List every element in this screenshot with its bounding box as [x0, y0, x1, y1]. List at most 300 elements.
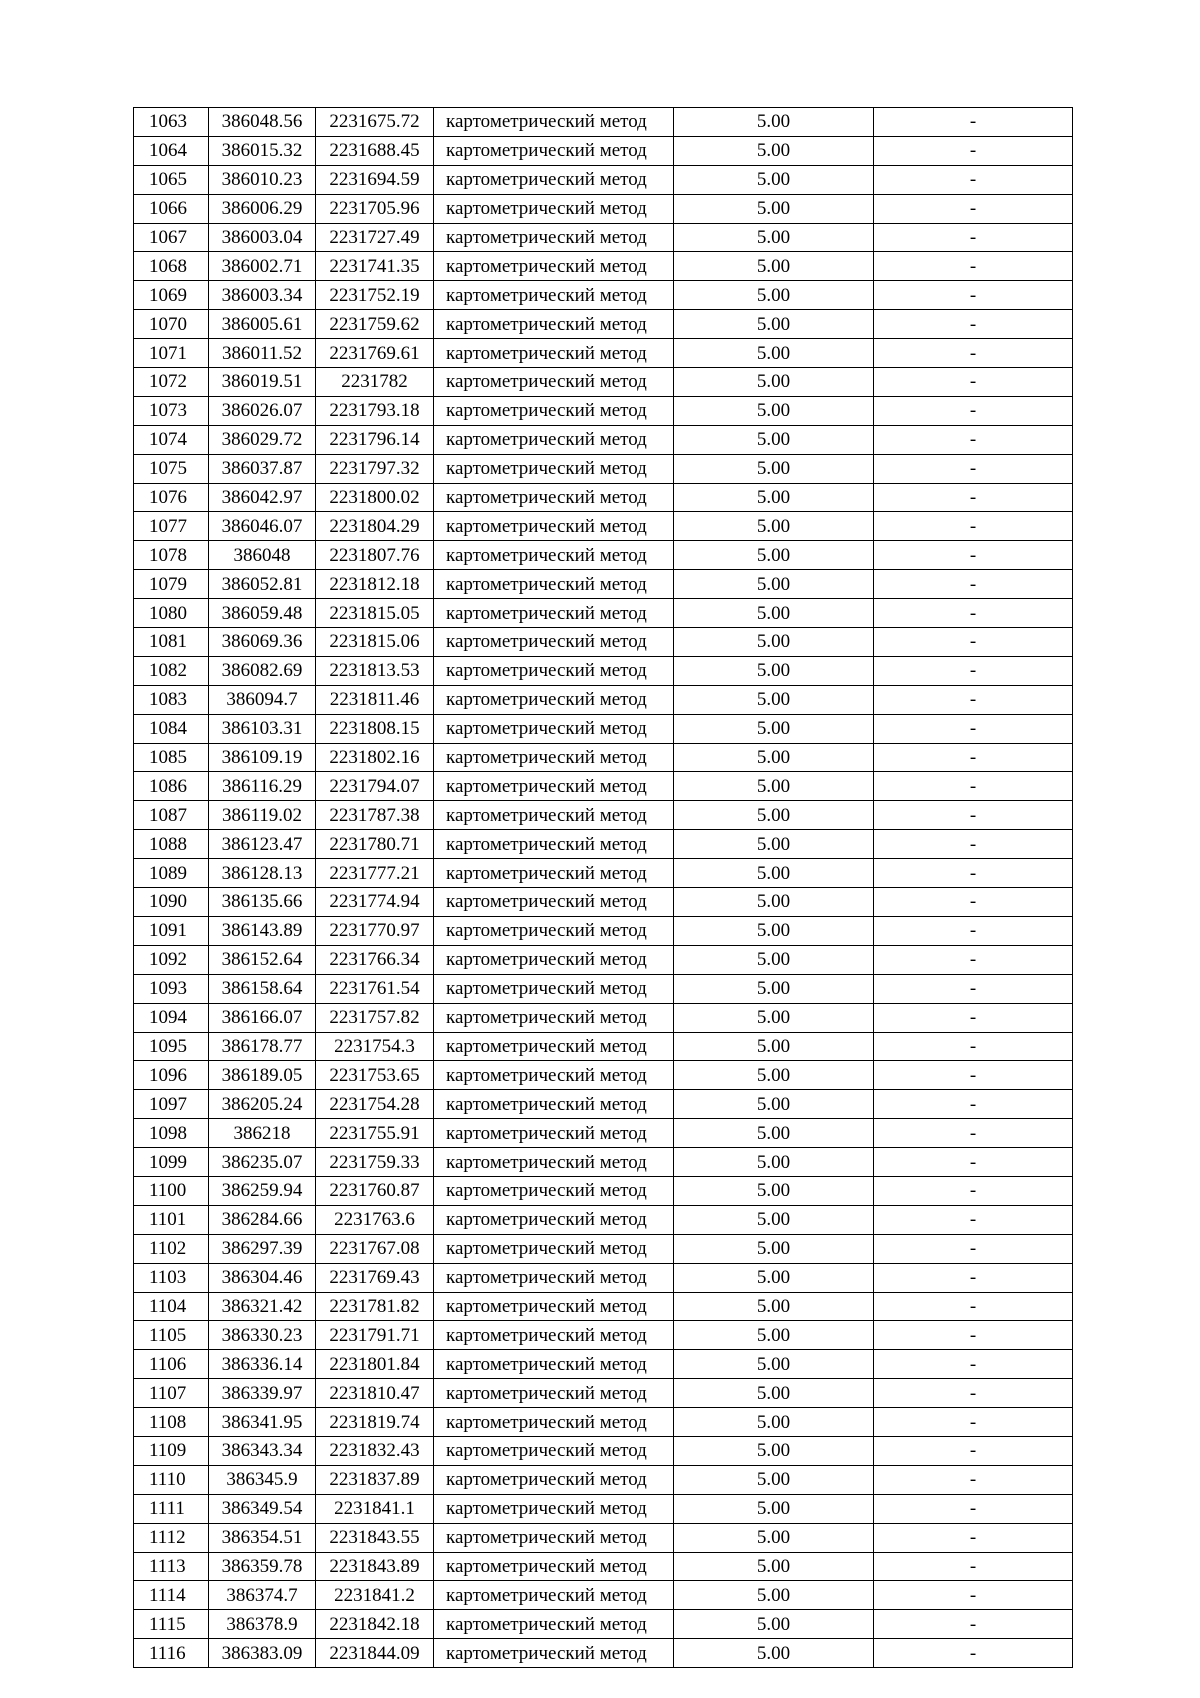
cell-method: картометрический метод [434, 454, 674, 483]
cell-point-number: 1068 [134, 252, 209, 281]
table-row [134, 1061, 1073, 1090]
cell-accuracy: 5.00 [674, 339, 874, 368]
cell-method: картометрический метод [434, 1205, 674, 1234]
cell-coord-y: 2231760.87 [316, 1176, 434, 1205]
table-row [134, 310, 1073, 339]
cell-method: картометрический метод [434, 1581, 674, 1610]
table-row [134, 1494, 1073, 1523]
cell-point-number: 1108 [134, 1408, 209, 1437]
cell-note: - [874, 339, 1073, 368]
cell-coord-y: 2231727.49 [316, 223, 434, 252]
cell-method: картометрический метод [434, 859, 674, 888]
cell-accuracy: 5.00 [674, 396, 874, 425]
table-row [134, 974, 1073, 1003]
cell-method: картометрический метод [434, 570, 674, 599]
table-row [134, 454, 1073, 483]
cell-accuracy: 5.00 [674, 165, 874, 194]
table-row [134, 1148, 1073, 1177]
cell-coord-y: 2231810.47 [316, 1379, 434, 1408]
cell-note: - [874, 1581, 1073, 1610]
cell-coord-y: 2231804.29 [316, 512, 434, 541]
cell-coord-y: 2231759.33 [316, 1148, 434, 1177]
cell-method: картометрический метод [434, 425, 674, 454]
cell-method: картометрический метод [434, 223, 674, 252]
table-row [134, 1263, 1073, 1292]
cell-point-number: 1093 [134, 974, 209, 1003]
cell-coord-x: 386378.9 [209, 1610, 316, 1639]
cell-accuracy: 5.00 [674, 1292, 874, 1321]
cell-method: картометрический метод [434, 1234, 674, 1263]
table-row [134, 512, 1073, 541]
cell-point-number: 1101 [134, 1205, 209, 1234]
table-row [134, 1581, 1073, 1610]
cell-coord-x: 386059.48 [209, 599, 316, 628]
cell-note: - [874, 1176, 1073, 1205]
cell-note: - [874, 1003, 1073, 1032]
cell-point-number: 1076 [134, 483, 209, 512]
table-row [134, 1032, 1073, 1061]
cell-coord-x: 386048 [209, 541, 316, 570]
cell-accuracy: 5.00 [674, 1205, 874, 1234]
cell-method: картометрический метод [434, 252, 674, 281]
cell-coord-x: 386152.64 [209, 945, 316, 974]
cell-coord-y: 2231752.19 [316, 281, 434, 310]
cell-coord-x: 386003.04 [209, 223, 316, 252]
cell-accuracy: 5.00 [674, 281, 874, 310]
cell-point-number: 1085 [134, 743, 209, 772]
cell-coord-x: 386284.66 [209, 1205, 316, 1234]
cell-coord-y: 2231757.82 [316, 1003, 434, 1032]
cell-note: - [874, 1494, 1073, 1523]
cell-point-number: 1075 [134, 454, 209, 483]
cell-method: картометрический метод [434, 1465, 674, 1494]
cell-note: - [874, 1263, 1073, 1292]
table-row [134, 945, 1073, 974]
cell-point-number: 1107 [134, 1379, 209, 1408]
table-row [134, 1292, 1073, 1321]
table-row [134, 1176, 1073, 1205]
cell-coord-x: 386359.78 [209, 1552, 316, 1581]
cell-note: - [874, 1408, 1073, 1437]
cell-coord-y: 2231791.71 [316, 1321, 434, 1350]
cell-accuracy: 5.00 [674, 541, 874, 570]
cell-note: - [874, 1090, 1073, 1119]
cell-coord-x: 386005.61 [209, 310, 316, 339]
cell-coord-x: 386345.9 [209, 1465, 316, 1494]
cell-method: картометрический метод [434, 310, 674, 339]
cell-coord-y: 2231761.54 [316, 974, 434, 1003]
cell-note: - [874, 1205, 1073, 1234]
cell-point-number: 1084 [134, 714, 209, 743]
cell-point-number: 1066 [134, 194, 209, 223]
cell-note: - [874, 974, 1073, 1003]
cell-coord-x: 386003.34 [209, 281, 316, 310]
cell-coord-x: 386178.77 [209, 1032, 316, 1061]
cell-coord-y: 2231705.96 [316, 194, 434, 223]
cell-method: картометрический метод [434, 656, 674, 685]
cell-point-number: 1103 [134, 1263, 209, 1292]
table-row [134, 1003, 1073, 1032]
cell-note: - [874, 541, 1073, 570]
cell-coord-y: 2231842.18 [316, 1610, 434, 1639]
cell-method: картометрический метод [434, 1263, 674, 1292]
cell-note: - [874, 1321, 1073, 1350]
cell-method: картометрический метод [434, 801, 674, 830]
cell-coord-x: 386082.69 [209, 656, 316, 685]
cell-accuracy: 5.00 [674, 1523, 874, 1552]
table-row [134, 136, 1073, 165]
cell-note: - [874, 1465, 1073, 1494]
cell-accuracy: 5.00 [674, 945, 874, 974]
cell-accuracy: 5.00 [674, 425, 874, 454]
cell-coord-x: 386354.51 [209, 1523, 316, 1552]
cell-coord-x: 386042.97 [209, 483, 316, 512]
cell-accuracy: 5.00 [674, 801, 874, 830]
cell-accuracy: 5.00 [674, 1032, 874, 1061]
cell-coord-y: 2231832.43 [316, 1436, 434, 1465]
cell-point-number: 1096 [134, 1061, 209, 1090]
table-row [134, 599, 1073, 628]
cell-coord-x: 386383.09 [209, 1639, 316, 1668]
cell-note: - [874, 916, 1073, 945]
table-row [134, 714, 1073, 743]
cell-point-number: 1102 [134, 1234, 209, 1263]
cell-coord-x: 386002.71 [209, 252, 316, 281]
table-row [134, 194, 1073, 223]
table-row [134, 1610, 1073, 1639]
cell-point-number: 1082 [134, 656, 209, 685]
cell-coord-y: 2231754.3 [316, 1032, 434, 1061]
cell-coord-y: 2231819.74 [316, 1408, 434, 1437]
cell-note: - [874, 281, 1073, 310]
cell-note: - [874, 743, 1073, 772]
cell-coord-x: 386119.02 [209, 801, 316, 830]
cell-accuracy: 5.00 [674, 1003, 874, 1032]
cell-coord-y: 2231769.43 [316, 1263, 434, 1292]
cell-method: картометрический метод [434, 281, 674, 310]
cell-coord-y: 2231766.34 [316, 945, 434, 974]
cell-point-number: 1105 [134, 1321, 209, 1350]
cell-accuracy: 5.00 [674, 1148, 874, 1177]
cell-coord-x: 386143.89 [209, 916, 316, 945]
cell-coord-x: 386218 [209, 1119, 316, 1148]
cell-point-number: 1109 [134, 1436, 209, 1465]
cell-coord-y: 2231812.18 [316, 570, 434, 599]
cell-note: - [874, 570, 1073, 599]
cell-coord-y: 2231688.45 [316, 136, 434, 165]
table-row [134, 281, 1073, 310]
cell-method: картометрический метод [434, 1032, 674, 1061]
cell-coord-y: 2231815.06 [316, 628, 434, 657]
cell-method: картометрический метод [434, 1061, 674, 1090]
cell-method: картометрический метод [434, 1292, 674, 1321]
cell-coord-x: 386341.95 [209, 1408, 316, 1437]
cell-note: - [874, 1292, 1073, 1321]
cell-accuracy: 5.00 [674, 1234, 874, 1263]
cell-note: - [874, 1552, 1073, 1581]
cell-coord-x: 386026.07 [209, 396, 316, 425]
cell-method: картометрический метод [434, 1176, 674, 1205]
cell-point-number: 1072 [134, 368, 209, 397]
cell-point-number: 1097 [134, 1090, 209, 1119]
cell-coord-x: 386010.23 [209, 165, 316, 194]
cell-coord-y: 2231800.02 [316, 483, 434, 512]
cell-note: - [874, 656, 1073, 685]
cell-accuracy: 5.00 [674, 599, 874, 628]
cell-coord-y: 2231802.16 [316, 743, 434, 772]
cell-coord-y: 2231843.55 [316, 1523, 434, 1552]
cell-coord-x: 386304.46 [209, 1263, 316, 1292]
cell-note: - [874, 1032, 1073, 1061]
cell-accuracy: 5.00 [674, 1581, 874, 1610]
cell-note: - [874, 483, 1073, 512]
cell-accuracy: 5.00 [674, 1321, 874, 1350]
table-row [134, 1321, 1073, 1350]
cell-point-number: 1087 [134, 801, 209, 830]
cell-coord-y: 2231774.94 [316, 888, 434, 917]
cell-coord-x: 386006.29 [209, 194, 316, 223]
cell-point-number: 1064 [134, 136, 209, 165]
table-row [134, 801, 1073, 830]
cell-accuracy: 5.00 [674, 1408, 874, 1437]
cell-method: картометрический метод [434, 1408, 674, 1437]
cell-note: - [874, 1119, 1073, 1148]
cell-coord-y: 2231759.62 [316, 310, 434, 339]
cell-point-number: 1090 [134, 888, 209, 917]
cell-coord-x: 386123.47 [209, 830, 316, 859]
cell-coord-y: 2231808.15 [316, 714, 434, 743]
cell-note: - [874, 1061, 1073, 1090]
cell-method: картометрический метод [434, 108, 674, 137]
cell-note: - [874, 1610, 1073, 1639]
cell-coord-y: 2231781.82 [316, 1292, 434, 1321]
cell-accuracy: 5.00 [674, 714, 874, 743]
cell-method: картометрический метод [434, 165, 674, 194]
cell-note: - [874, 1350, 1073, 1379]
cell-method: картометрический метод [434, 483, 674, 512]
cell-note: - [874, 714, 1073, 743]
table-row [134, 1379, 1073, 1408]
coordinates-table [133, 107, 1073, 1668]
cell-point-number: 1091 [134, 916, 209, 945]
cell-point-number: 1071 [134, 339, 209, 368]
cell-note: - [874, 859, 1073, 888]
cell-method: картометрический метод [434, 1321, 674, 1350]
table-row [134, 108, 1073, 137]
cell-note: - [874, 830, 1073, 859]
cell-note: - [874, 252, 1073, 281]
cell-accuracy: 5.00 [674, 310, 874, 339]
cell-coord-x: 386297.39 [209, 1234, 316, 1263]
cell-accuracy: 5.00 [674, 108, 874, 137]
cell-method: картометрический метод [434, 512, 674, 541]
cell-accuracy: 5.00 [674, 974, 874, 1003]
cell-accuracy: 5.00 [674, 570, 874, 599]
table-row [134, 1350, 1073, 1379]
cell-coord-x: 386166.07 [209, 1003, 316, 1032]
cell-method: картометрический метод [434, 1379, 674, 1408]
cell-note: - [874, 310, 1073, 339]
table-row [134, 830, 1073, 859]
table-row [134, 252, 1073, 281]
cell-note: - [874, 194, 1073, 223]
cell-accuracy: 5.00 [674, 685, 874, 714]
cell-note: - [874, 454, 1073, 483]
cell-note: - [874, 1148, 1073, 1177]
cell-method: картометрический метод [434, 599, 674, 628]
cell-coord-y: 2231777.21 [316, 859, 434, 888]
cell-coord-x: 386011.52 [209, 339, 316, 368]
cell-note: - [874, 945, 1073, 974]
cell-accuracy: 5.00 [674, 194, 874, 223]
cell-accuracy: 5.00 [674, 252, 874, 281]
cell-point-number: 1094 [134, 1003, 209, 1032]
cell-point-number: 1092 [134, 945, 209, 974]
cell-method: картометрический метод [434, 628, 674, 657]
table-row [134, 1408, 1073, 1437]
cell-method: картометрический метод [434, 396, 674, 425]
cell-accuracy: 5.00 [674, 483, 874, 512]
cell-point-number: 1065 [134, 165, 209, 194]
cell-method: картометрический метод [434, 1003, 674, 1032]
cell-coord-y: 2231815.05 [316, 599, 434, 628]
cell-point-number: 1081 [134, 628, 209, 657]
cell-coord-x: 386336.14 [209, 1350, 316, 1379]
cell-accuracy: 5.00 [674, 1061, 874, 1090]
table-row [134, 1523, 1073, 1552]
table-row [134, 1234, 1073, 1263]
cell-coord-y: 2231793.18 [316, 396, 434, 425]
cell-coord-x: 386135.66 [209, 888, 316, 917]
cell-coord-x: 386235.07 [209, 1148, 316, 1177]
cell-coord-y: 2231741.35 [316, 252, 434, 281]
cell-coord-x: 386330.23 [209, 1321, 316, 1350]
cell-note: - [874, 1436, 1073, 1465]
cell-coord-y: 2231782 [316, 368, 434, 397]
table-row [134, 223, 1073, 252]
cell-accuracy: 5.00 [674, 830, 874, 859]
table-row [134, 1119, 1073, 1148]
cell-method: картометрический метод [434, 1436, 674, 1465]
cell-coord-y: 2231767.08 [316, 1234, 434, 1263]
cell-point-number: 1100 [134, 1176, 209, 1205]
cell-coord-y: 2231801.84 [316, 1350, 434, 1379]
cell-accuracy: 5.00 [674, 1379, 874, 1408]
cell-point-number: 1069 [134, 281, 209, 310]
cell-coord-y: 2231841.1 [316, 1494, 434, 1523]
cell-method: картометрический метод [434, 194, 674, 223]
cell-accuracy: 5.00 [674, 888, 874, 917]
cell-point-number: 1098 [134, 1119, 209, 1148]
cell-point-number: 1079 [134, 570, 209, 599]
cell-coord-x: 386052.81 [209, 570, 316, 599]
cell-note: - [874, 888, 1073, 917]
table-row [134, 859, 1073, 888]
cell-method: картометрический метод [434, 1119, 674, 1148]
cell-point-number: 1070 [134, 310, 209, 339]
cell-method: картометрический метод [434, 830, 674, 859]
cell-point-number: 1111 [134, 1494, 209, 1523]
cell-point-number: 1095 [134, 1032, 209, 1061]
cell-method: картометрический метод [434, 136, 674, 165]
cell-coord-x: 386259.94 [209, 1176, 316, 1205]
cell-point-number: 1078 [134, 541, 209, 570]
cell-point-number: 1077 [134, 512, 209, 541]
cell-point-number: 1110 [134, 1465, 209, 1494]
cell-note: - [874, 599, 1073, 628]
cell-coord-y: 2231675.72 [316, 108, 434, 137]
cell-coord-x: 386015.32 [209, 136, 316, 165]
cell-coord-x: 386069.36 [209, 628, 316, 657]
cell-coord-y: 2231763.6 [316, 1205, 434, 1234]
cell-note: - [874, 1234, 1073, 1263]
cell-method: картометрический метод [434, 1639, 674, 1668]
cell-point-number: 1114 [134, 1581, 209, 1610]
cell-note: - [874, 512, 1073, 541]
cell-coord-y: 2231797.32 [316, 454, 434, 483]
cell-note: - [874, 1379, 1073, 1408]
cell-accuracy: 5.00 [674, 656, 874, 685]
table-row [134, 368, 1073, 397]
cell-coord-y: 2231796.14 [316, 425, 434, 454]
cell-coord-x: 386094.7 [209, 685, 316, 714]
cell-coord-y: 2231787.38 [316, 801, 434, 830]
cell-accuracy: 5.00 [674, 1639, 874, 1668]
cell-point-number: 1115 [134, 1610, 209, 1639]
cell-accuracy: 5.00 [674, 1119, 874, 1148]
table-row [134, 1090, 1073, 1119]
cell-note: - [874, 1639, 1073, 1668]
cell-method: картометрический метод [434, 541, 674, 570]
cell-coord-y: 2231794.07 [316, 772, 434, 801]
cell-method: картометрический метод [434, 685, 674, 714]
cell-coord-y: 2231755.91 [316, 1119, 434, 1148]
cell-method: картометрический метод [434, 772, 674, 801]
cell-accuracy: 5.00 [674, 512, 874, 541]
cell-coord-x: 386158.64 [209, 974, 316, 1003]
cell-point-number: 1063 [134, 108, 209, 137]
cell-coord-y: 2231841.2 [316, 1581, 434, 1610]
cell-coord-x: 386321.42 [209, 1292, 316, 1321]
cell-method: картометрический метод [434, 1494, 674, 1523]
cell-point-number: 1104 [134, 1292, 209, 1321]
cell-coord-x: 386116.29 [209, 772, 316, 801]
coordinates-table-body [134, 108, 1073, 1668]
cell-coord-x: 386339.97 [209, 1379, 316, 1408]
cell-method: картометрический метод [434, 339, 674, 368]
cell-method: картометрический метод [434, 368, 674, 397]
cell-note: - [874, 425, 1073, 454]
cell-method: картометрический метод [434, 1090, 674, 1119]
cell-coord-x: 386205.24 [209, 1090, 316, 1119]
cell-accuracy: 5.00 [674, 1465, 874, 1494]
table-row [134, 656, 1073, 685]
cell-point-number: 1088 [134, 830, 209, 859]
cell-note: - [874, 136, 1073, 165]
cell-note: - [874, 396, 1073, 425]
table-row [134, 165, 1073, 194]
cell-point-number: 1086 [134, 772, 209, 801]
table-row [134, 916, 1073, 945]
cell-coord-x: 386128.13 [209, 859, 316, 888]
cell-note: - [874, 108, 1073, 137]
table-row [134, 570, 1073, 599]
cell-method: картометрический метод [434, 916, 674, 945]
cell-accuracy: 5.00 [674, 1610, 874, 1639]
cell-accuracy: 5.00 [674, 1494, 874, 1523]
cell-coord-x: 386343.34 [209, 1436, 316, 1465]
cell-accuracy: 5.00 [674, 772, 874, 801]
